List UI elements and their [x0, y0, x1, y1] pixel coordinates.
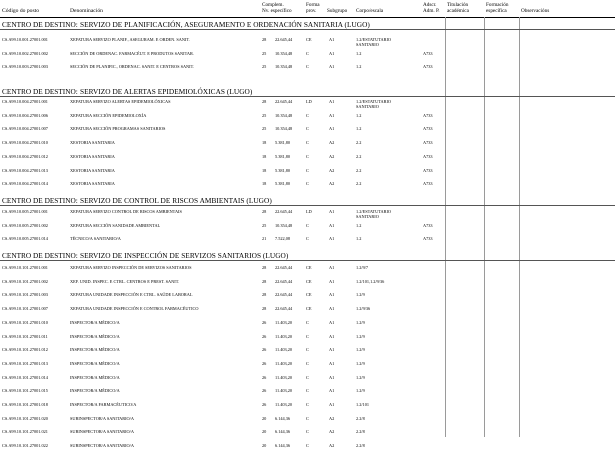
cell-niv: 28 [262, 278, 267, 284]
cell-sub: A1 [329, 222, 335, 228]
cell-comp: 22.645,44 [275, 306, 293, 312]
cell-niv: 28 [262, 209, 267, 214]
cell-adscr: A733 [423, 153, 433, 159]
cell-code: CS.A99.10.004.27001.012 [2, 153, 48, 159]
cell-sub: A2 [329, 153, 335, 159]
header-denominacion: Denominación [70, 8, 103, 14]
table-row [0, 416, 615, 428]
cell-corpo: 2.2/8 [356, 443, 365, 449]
cell-sub: A1 [329, 50, 335, 56]
cell-comp: 10.354,48 [275, 112, 293, 118]
cell-comp: 10.354,48 [275, 222, 293, 228]
cell-corpo: 1.2/ESTATUTARIO [356, 37, 391, 42]
destination-label: CENTRO DE DESTINO: [2, 20, 78, 29]
table-row [0, 64, 615, 76]
table-row [0, 126, 615, 138]
cell-den: INSPECTOR/A MÉDICO/A [70, 374, 120, 380]
table-row [0, 320, 615, 332]
cell-den: SUBINSPECTOR/A SANITARIO/A [70, 429, 134, 435]
cell-niv: 26 [262, 347, 267, 353]
cell-den: XESTORIA SANITARIA [70, 181, 115, 187]
section-title: SERVIZO DE INSPECCIÓN DE SERVIZOS SANITARIOS (LUGO) [80, 251, 289, 260]
cell-code: CS.A99.10.101.27001.013 [2, 360, 48, 366]
cell-code: CS.A99.10.002.27001.002 [2, 50, 48, 56]
cell-code: CS.A99.10.101.27001.001 [2, 265, 48, 270]
cell-niv: 18 [262, 181, 267, 187]
cell-den: INSPECTOR/A MÉDICO/A [70, 333, 120, 339]
cell-sub: A1 [329, 388, 335, 394]
cell-forma: C [306, 333, 309, 339]
cell-code: CS.A99.10.004.27001.006 [2, 112, 48, 118]
cell-den: INSPECTOR/A MÉDICO/A [70, 360, 120, 366]
cell-forma: C [306, 126, 309, 132]
cell-comp: 11.403,20 [275, 333, 293, 339]
cell-comp: 5.381,80 [275, 181, 291, 187]
cell-forma: C [306, 347, 309, 353]
table-row [0, 306, 615, 318]
cell-forma: C [306, 181, 309, 187]
cell-code: CS.A99.10.004.27001.014 [2, 181, 48, 187]
cell-sub: A1 [329, 64, 335, 70]
cell-corpo: 1.2/9 [356, 360, 365, 366]
cell-corpo: 1.2/9 [356, 319, 365, 325]
cell-niv: 28 [262, 265, 267, 270]
cell-den: INSPECTOR/A MÉDICO/A [70, 347, 120, 353]
header-formacion: Formación [486, 2, 509, 8]
cell-den: XEFATURA SERVIZO CONTROL DE RISCOS AMBIENTAIS [70, 209, 182, 214]
cell-code: CS.A99.10.101.27001.020 [2, 415, 48, 421]
cell-niv: 25 [262, 50, 267, 56]
section-rule [0, 96, 615, 97]
header-adscr: Adscr. [423, 2, 437, 8]
table-row [0, 236, 615, 248]
cell-sub: A2 [329, 167, 335, 173]
cell-corpo: 2.2/8 [356, 415, 365, 421]
cell-corpo: 1.2 [356, 64, 362, 70]
cell-adscr: A733 [423, 222, 433, 228]
cell-den: XEFATURA UNIDADE INSPECCIÓN E CTRL. SAÚDE LABORAL [70, 292, 193, 298]
cell-den: TÉCNICO/A SANITARIO/A [70, 236, 121, 242]
cell-forma: C [306, 50, 309, 56]
cell-comp: 10.354,48 [275, 64, 293, 70]
cell-comp: 10.354,48 [275, 50, 293, 56]
cell-corpo: 1.2/9 [356, 292, 365, 298]
cell-adscr: A733 [423, 64, 433, 70]
cell-comp: 5.381,80 [275, 153, 291, 159]
cell-forma: LD [306, 209, 312, 214]
cell-sub: A1 [329, 319, 335, 325]
cell-comp: 5.381,80 [275, 140, 291, 146]
cell-comp: 11.403,20 [275, 319, 293, 325]
cell-corpo: 1.2/9 [356, 347, 365, 353]
cell-code: CS.A99.10.101.27001.003 [2, 292, 48, 298]
section-rule [0, 260, 615, 261]
table-row [0, 375, 615, 387]
header-titulacion: Titulación [447, 2, 469, 8]
cell-corpo: 1.2/9/7 [356, 265, 369, 270]
cell-den: INSPECTOR/A FARMACÉUTICO/A [70, 402, 137, 407]
cell-corpo: 1.2/101 [356, 402, 370, 407]
cell-den: SECCIÓN DE PLANIFIC., ORDENAC. SANIT. E CENTROS SANIT. [70, 64, 194, 70]
destination-label: CENTRO DE DESTINO: [2, 87, 78, 96]
cell-niv: 28 [262, 99, 267, 104]
cell-sub: A1 [329, 126, 335, 132]
cell-sub: A1 [329, 37, 335, 42]
cell-niv: 21 [262, 236, 267, 242]
cell-forma: C [306, 153, 309, 159]
table-row [0, 279, 615, 291]
cell-niv: 26 [262, 319, 267, 325]
cell-forma: CE [306, 265, 312, 270]
cell-forma: C [306, 429, 309, 435]
cell-forma: C [306, 222, 309, 228]
cell-corpo-line2: SANITARIO [356, 41, 379, 47]
section-title: SERVIZO DE CONTROL DE RISCOS AMBIENTAIS (LUGO) [80, 196, 272, 205]
cell-den: XEFATURA SERVIZO ALERTAS EPIDEMIOLÓXICAS [70, 99, 171, 104]
cell-forma: C [306, 388, 309, 394]
cell-corpo: 2.2 [356, 167, 362, 173]
cell-comp: 22.645,44 [275, 278, 293, 284]
cell-niv: 28 [262, 306, 267, 312]
cell-sub: A1 [329, 265, 335, 270]
table-row [0, 209, 615, 221]
cell-corpo: 1.2/ESTATUTARIO [356, 99, 391, 104]
cell-sub: A1 [329, 306, 335, 312]
cell-sub: A1 [329, 374, 335, 380]
cell-comp: 11.403,20 [275, 360, 293, 366]
cell-code: CS.A99.10.101.27001.022 [2, 443, 48, 449]
cell-corpo: 1.2/9 [356, 333, 365, 339]
cell-comp: 11.403,20 [275, 388, 293, 394]
section-title: SERVIZO DE ALERTAS EPIDEMIOLÓXICAS (LUGO) [80, 87, 253, 96]
cell-corpo: 1.2 [356, 50, 362, 56]
cell-sub: A2 [329, 443, 335, 449]
cell-corpo: 1.2 [356, 112, 362, 118]
cell-corpo: 1.2/ESTATUTARIO [356, 209, 391, 214]
table-row [0, 402, 615, 414]
cell-sub: A1 [329, 333, 335, 339]
destination-label: CENTRO DE DESTINO: [2, 196, 78, 205]
cell-code: CS.A99.10.101.27001.002 [2, 278, 48, 284]
cell-code: CS.A99.10.101.27001.018 [2, 402, 48, 407]
cell-forma: CE [306, 306, 312, 312]
cell-sub: A1 [329, 292, 335, 298]
cell-code: CS.A99.10.101.27001.010 [2, 319, 48, 325]
cell-niv: 26 [262, 333, 267, 339]
cell-den: XESTORIA SANITARIA [70, 167, 115, 173]
cell-sub: A2 [329, 140, 335, 146]
cell-code: CS.A99.10.101.27001.007 [2, 306, 48, 312]
cell-den: XEFATURA SERVIZO PLANIF., ASEGURAM. E ORDEN. SANIT. [70, 37, 190, 42]
cell-corpo: 1.2/9 [356, 374, 365, 380]
table-row [0, 140, 615, 152]
table-row [0, 334, 615, 346]
section-rule [0, 205, 615, 206]
header-observacions: Observacións [521, 8, 550, 14]
cell-code: CS.A99.10.004.27001.007 [2, 126, 48, 132]
cell-corpo: 1.2/9/36 [356, 306, 371, 312]
cell-niv: 18 [262, 153, 267, 159]
header-complem: Complem. [262, 2, 284, 8]
cell-adscr: A733 [423, 112, 433, 118]
cell-sub: A2 [329, 429, 335, 435]
header-adm-p: Adm. P. [423, 8, 440, 14]
cell-niv: 26 [262, 360, 267, 366]
cell-forma: C [306, 64, 309, 70]
cell-corpo: 2.2 [356, 181, 362, 187]
cell-niv: 18 [262, 167, 267, 173]
section-header [0, 195, 615, 205]
cell-comp: 11.403,20 [275, 374, 293, 380]
table-row [0, 181, 615, 193]
cell-corpo: 1.2 [356, 236, 362, 242]
header-rule [0, 17, 615, 18]
cell-corpo: 2.2 [356, 140, 362, 146]
cell-code: CS.A99.10.001.27001.001 [2, 37, 48, 42]
cell-adscr: A733 [423, 236, 433, 242]
cell-code: CS.A99.10.101.27001.014 [2, 374, 48, 380]
cell-comp: 5.381,80 [275, 167, 291, 173]
cell-forma: CE [306, 37, 312, 42]
cell-forma: CE [306, 278, 312, 284]
cell-sub: A1 [329, 402, 335, 407]
destination-label: CENTRO DE DESTINO: [2, 251, 78, 260]
cell-comp: 22.645,44 [275, 37, 293, 42]
cell-forma: C [306, 443, 309, 449]
table-row [0, 113, 615, 125]
cell-code: CS.A99.10.101.27001.012 [2, 347, 48, 353]
cell-sub: A1 [329, 99, 335, 104]
table-row [0, 361, 615, 373]
cell-code: CS.A99.10.004.27001.010 [2, 140, 48, 146]
cell-niv: 26 [262, 374, 267, 380]
cell-adscr: A733 [423, 140, 433, 146]
section-header [0, 86, 615, 96]
header-academica: académica [447, 8, 469, 14]
table-row [0, 347, 615, 359]
cell-code: CS.A99.10.005.27001.002 [2, 222, 48, 228]
header-codigo: Código do posto [2, 8, 39, 14]
cell-niv: 25 [262, 64, 267, 70]
cell-niv: 26 [262, 402, 267, 407]
cell-sub: A1 [329, 236, 335, 242]
cell-forma: C [306, 167, 309, 173]
table-row [0, 429, 615, 441]
cell-code: CS.A99.10.003.27001.003 [2, 64, 48, 70]
cell-niv: 28 [262, 37, 267, 42]
table-row [0, 292, 615, 304]
cell-den: SECCIÓN DE ORDENAC. FARMACÉUT. E PRODUTOS SANITAR. [70, 50, 194, 56]
table-header [0, 1, 615, 17]
table-row [0, 168, 615, 180]
table-row [0, 154, 615, 166]
header-niv-esp: Nv. específico [262, 8, 292, 14]
cell-adscr: A733 [423, 167, 433, 173]
cell-niv: 25 [262, 222, 267, 228]
cell-comp: 11.403,20 [275, 402, 293, 407]
cell-comp: 10.354,48 [275, 126, 293, 132]
cell-code: CS.A99.10.101.27001.015 [2, 388, 48, 394]
header-prov: prov. [306, 8, 317, 14]
cell-comp: 7.522,08 [275, 236, 291, 242]
cell-sub: A1 [329, 278, 335, 284]
cell-niv: 18 [262, 140, 267, 146]
cell-code: CS.A99.10.005.27001.001 [2, 209, 48, 214]
cell-den: XEFATURA SECCIÓN SANIDADE AMBIENTAL [70, 222, 161, 228]
cell-den: SUBINSPECTOR/A SANITARIO/A [70, 415, 134, 421]
cell-den: XEFATURA SECCIÓN PROGRAMAS SANITARIOS [70, 126, 166, 132]
cell-niv: 20 [262, 415, 267, 421]
cell-code: CS.A99.10.101.27001.011 [2, 333, 48, 339]
cell-code: CS.A99.10.004.27001.001 [2, 99, 48, 104]
cell-code: CS.A99.10.005.27001.014 [2, 236, 48, 242]
cell-den: XESTORIA SANITARIA [70, 140, 115, 146]
cell-den: XEFATURA SECCIÓN EPIDEMIOLOXÍA [70, 112, 147, 118]
section-title: SERVIZO DE PLANIFICACIÓN, ASEGURAMENTO E ORDENACIÓN SANITARIA (LUGO) [80, 20, 370, 29]
cell-comp: 22.645,44 [275, 209, 293, 214]
cell-den: XEFATURA UNIDADE INSPECCIÓN E CONTROL FARMACÉUTICO [70, 306, 199, 312]
table-row [0, 223, 615, 235]
cell-sub: A1 [329, 112, 335, 118]
cell-corpo: 1.2 [356, 222, 362, 228]
cell-forma: CE [306, 292, 312, 298]
cell-den: INSPECTOR/A MÉDICO/A [70, 388, 120, 394]
cell-forma: C [306, 319, 309, 325]
cell-corpo: 1.2/101,1.2/9/36 [356, 278, 385, 284]
cell-niv: 25 [262, 112, 267, 118]
cell-sub: A1 [329, 360, 335, 366]
header-especifica: específica [486, 8, 507, 14]
cell-code: CS.A99.10.101.27001.021 [2, 429, 48, 435]
table-row [0, 265, 615, 277]
cell-sub: A1 [329, 209, 335, 214]
section-header [0, 19, 615, 29]
cell-comp: 6.144,36 [275, 429, 291, 435]
cell-den: XESTORIA SANITARIA [70, 153, 115, 159]
cell-comp: 6.144,36 [275, 443, 291, 449]
cell-forma: C [306, 415, 309, 421]
cell-corpo-line2: SANITARIO [356, 103, 379, 109]
table-row [0, 37, 615, 49]
cell-den: SUBINSPECTOR/A SANITARIO/A [70, 443, 134, 449]
cell-forma: C [306, 374, 309, 380]
cell-comp: 6.144,36 [275, 415, 291, 421]
cell-adscr: A733 [423, 50, 433, 56]
cell-forma: C [306, 360, 309, 366]
cell-forma: LD [306, 99, 312, 104]
cell-comp: 11.403,20 [275, 347, 293, 353]
cell-adscr: A733 [423, 126, 433, 132]
cell-comp: 22.645,44 [275, 265, 293, 270]
cell-den: XEF. UNID. INSPEC. E CTRL. CENTROS E PREST. SANIT. [70, 278, 180, 284]
cell-comp: 22.645,44 [275, 292, 293, 298]
cell-niv: 25 [262, 126, 267, 132]
cell-forma: C [306, 402, 309, 407]
cell-den: INSPECTOR/A MÉDICO/A [70, 319, 120, 325]
cell-corpo: 2.2 [356, 153, 362, 159]
cell-corpo-line2: SANITARIO [356, 213, 379, 219]
cell-niv: 26 [262, 388, 267, 394]
cell-sub: A2 [329, 181, 335, 187]
cell-niv: 20 [262, 429, 267, 435]
table-row [0, 443, 615, 455]
cell-niv: 28 [262, 292, 267, 298]
cell-comp: 22.645,44 [275, 99, 293, 104]
table-row [0, 51, 615, 63]
header-corpo: Corpo/escala [356, 8, 384, 14]
cell-corpo: 1.2/9 [356, 388, 365, 394]
cell-forma: C [306, 236, 309, 242]
cell-sub: A2 [329, 415, 335, 421]
section-header [0, 250, 615, 260]
header-forma: Forma [306, 2, 320, 8]
table-row [0, 388, 615, 400]
cell-adscr: A733 [423, 181, 433, 187]
section-rule [0, 29, 615, 30]
cell-corpo: 2.2/8 [356, 429, 365, 435]
cell-forma: C [306, 140, 309, 146]
cell-code: CS.A99.10.004.27001.013 [2, 167, 48, 173]
table-row [0, 99, 615, 111]
cell-niv: 20 [262, 443, 267, 449]
cell-den: XEFATURA SERVIZO INSPECCIÓN DE SERVIZOS SANITARIOS [70, 265, 192, 270]
cell-forma: C [306, 112, 309, 118]
header-subgrupo: Subgrupo [327, 8, 348, 14]
cell-corpo: 1.2 [356, 126, 362, 132]
cell-sub: A1 [329, 347, 335, 353]
